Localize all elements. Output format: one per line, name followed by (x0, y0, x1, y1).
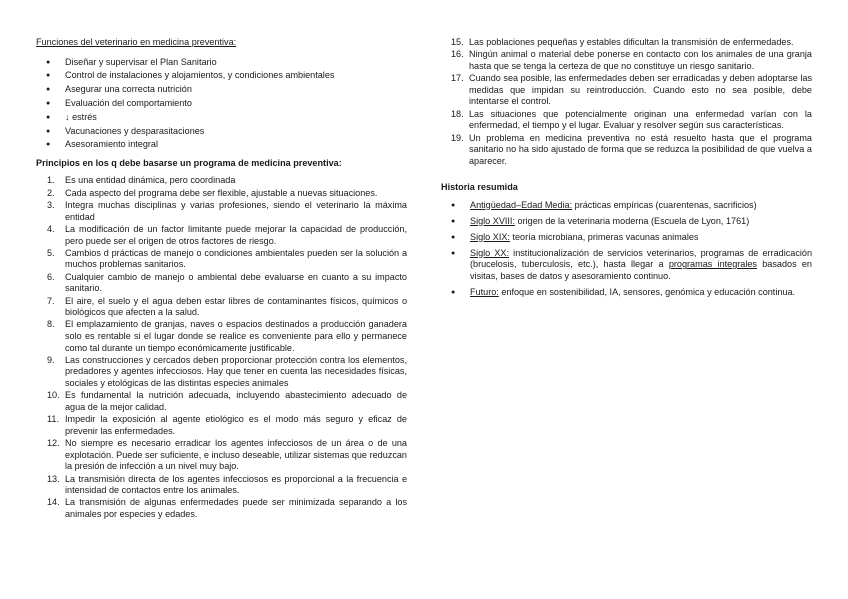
item-number: 18. (451, 108, 464, 119)
item-text: Las construcciones y cercados deben proporcionar protección contra los elementos, predadores y agentes infecciosos. Hay que tener en cuenta las necesidades físicas, sociales y etológicas de las distintas especies animales (65, 354, 407, 389)
item-text: Integra muchas disciplinas y varias profesiones, siendo el veterinario la máxima entidad (65, 200, 407, 222)
item-number: 10. (47, 390, 60, 401)
list-item (36, 224, 407, 247)
history-label: Siglo XVIII: (470, 215, 515, 226)
list-item (36, 438, 407, 473)
item-text: Impedir la exposición al agente etiológico es el modo más seguro y eficaz de prevenir las enfermedades. (65, 414, 407, 436)
item-text: Cambios d prácticas de manejo o condiciones ambientales pueden ser la solución a muchos problemas sanitarios. (65, 247, 407, 270)
principles-heading: Principios en los q debe basarse un programa de medicina preventiva: (36, 157, 342, 168)
list-item: ● ↓ estrés (36, 112, 407, 124)
history-emphasis: programas integrales (668, 259, 757, 270)
item-text: La transmisión de algunas enfermedades puede ser minimizada separando a los animales por especies y edades. (65, 497, 407, 520)
history-label: Futuro: (470, 286, 499, 297)
list-item (441, 49, 812, 72)
principles-list-right (441, 37, 812, 167)
list-item (36, 390, 407, 413)
item-number: 1. (47, 175, 55, 186)
list-item (441, 248, 812, 283)
item-number: 17. (451, 73, 464, 84)
list-item: ● Asegurar una correcta nutrición (36, 84, 407, 96)
item-text: La modificación de un factor limitante puede mejorar la capacidad de producción, pero puede ser el origen de otros factores de riesgo. (65, 223, 407, 246)
item-number: 9. (47, 354, 55, 365)
item-text: Es fundamental la nutrición adecuada, incluyendo abastecimiento adecuado de agua de la mejor calidad. (65, 390, 407, 412)
list-item (441, 37, 812, 49)
history-text: teoría microbiana, primeras vacunas animales (509, 231, 699, 242)
item-text: Cualquier cambio de manejo o ambiental debe evaluarse en cuanto a su impacto sanitario. (65, 271, 407, 294)
list-item: ● Asesoramiento integral (36, 139, 407, 151)
item-text: Cada aspecto del programa debe ser flexible, ajustable a nuevas situaciones. (65, 187, 378, 198)
functions-heading: Funciones del veterinario en medicina preventiva: (36, 37, 237, 47)
item-text: El emplazamiento de granjas, naves o espacios destinados a producción ganadera solo es rentable si el lugar donde se realice es conveniente para ello y permanece como tal durante un tiempo económicamente justificable. (65, 319, 407, 353)
list-item (36, 474, 407, 497)
list-item (441, 73, 812, 108)
item-text: Ningún animal o material debe ponerse en contacto con los animales de una granja hasta que se tenga la certeza de que no constituye un riesgo sanitario. (469, 49, 812, 71)
item-number: 12. (47, 438, 60, 449)
history-heading: Historia resumida (441, 181, 518, 192)
history-label: Siglo XIX: (470, 231, 510, 242)
list-item (441, 133, 812, 168)
item-number: 14. (47, 497, 60, 508)
item-number: 8. (47, 319, 55, 330)
list-item (441, 232, 812, 244)
item-number: 6. (47, 271, 55, 282)
history-label: Siglo XX: (470, 247, 510, 258)
list-item (36, 248, 407, 271)
list-item (36, 272, 407, 295)
list-item (441, 200, 812, 212)
item-number: 4. (47, 223, 55, 234)
item-number: 2. (47, 187, 55, 198)
list-item (441, 109, 812, 132)
list-item (36, 200, 407, 223)
history-text: enfoque en sostenibilidad, IA, sensores, genómica y educación continua. (498, 286, 796, 297)
item-number: 3. (47, 200, 55, 211)
item-text: Las situaciones que potencialmente originan una enfermedad varían con la enfermedad, el tiempo y el lugar. Evaluar y resolver según sus características. (469, 108, 812, 131)
item-number: 16. (451, 49, 464, 60)
item-text: Cuando sea posible, las enfermedades deben ser erradicadas y deben adoptarse las medidas que impidan su reintroducción. Cuando esto no sea posible, debe intentarse el control. (469, 73, 812, 107)
item-number: 19. (451, 132, 464, 143)
item-number: 15. (451, 37, 464, 47)
item-number: 13. (47, 473, 60, 484)
list-item: ● Evaluación del comportamiento (36, 98, 407, 110)
principles-list-left (36, 175, 407, 520)
item-number: 5. (47, 247, 55, 258)
item-text: Un problema en medicina preventiva no está resuelto hasta que el programa sanitario no ha sido ajustado de forma que se reduzca la posibilidad de que vuelva a aparecer. (469, 132, 812, 166)
list-item (36, 355, 407, 390)
history-text: prácticas empíricas (cuarentenas, sacrificios) (572, 199, 757, 210)
item-text: Es una entidad dinámica, pero coordinada (65, 175, 236, 186)
list-item (441, 216, 812, 228)
item-text: No siempre es necesario erradicar los agentes infecciosos de un área o de una explotación. Puede ser suficiente, e incluso deseable, utilizar sistemas que reduzcan la presión de infección a un nivel muy bajo. (65, 438, 407, 472)
spacer (441, 168, 812, 182)
list-item (36, 175, 407, 187)
right-column (441, 37, 812, 305)
list-item (36, 497, 407, 520)
item-text: Las poblaciones pequeñas y estables dificultan la transmisión de enfermedades. (469, 37, 794, 47)
left-column (36, 37, 407, 521)
list-item (36, 414, 407, 437)
history-label: Antigüedad–Edad Media: (470, 199, 573, 210)
list-item: ● Diseñar y supervisar el Plan Sanitario (36, 57, 407, 69)
history-text-tail: basados en visitas, bases de datos y asesoramiento continuo. (470, 259, 812, 281)
list-item (36, 319, 407, 354)
history-text: institucionalización de servicios veterinarios, programas de erradicación (brucelosis, tuberculosis, etc.), hasta llegar a (470, 247, 812, 270)
history-text: origen de la veterinaria moderna (Escuela de Lyon, 1761) (515, 215, 750, 226)
item-text: El aire, el suelo y el agua deben estar libres de contaminantes físicos, químicos o biológicos que afecten a la salud. (65, 295, 407, 318)
item-number: 7. (47, 295, 55, 306)
functions-list (36, 57, 407, 151)
list-item: ● Control de instalaciones y alojamientos, y condiciones ambientales (36, 70, 407, 82)
list-item (36, 188, 407, 200)
list-item (36, 296, 407, 319)
list-item (441, 287, 812, 299)
history-list (441, 200, 812, 299)
item-text: La transmisión directa de los agentes infecciosos es proporcional a la frecuencia e intensidad de contactos entre los animales. (65, 473, 407, 496)
item-number: 11. (47, 414, 59, 425)
list-item: ● Vacunaciones y desparasitaciones (36, 126, 407, 138)
